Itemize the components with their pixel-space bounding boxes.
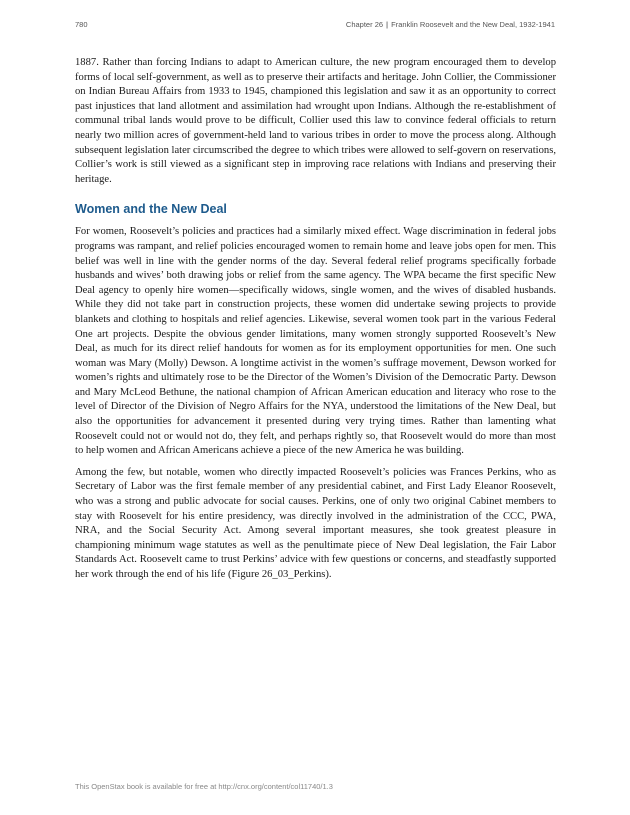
intro-paragraph: 1887. Rather than forcing Indians to adapt to American culture, the new program encouraged them to develop forms of local self-government, as well as to preserve their artifacts and heritage. John Collier, the Commissioner on Indian Bureau Affairs from 1933 to 1945, championed this legislation and saw it as an opportunity to correct past injustices that land allotment and assimilation had wrought upon Indians. Although the re-establishment of communal tribal lands would prove to be difficult, Collier used this law to convince federal officials to return nearly two million acres of government-held land to various tribes in order to move the process along. Although subsequent legislation later circumscribed the degree to which tribes were allowed to self-govern on reservations, Collier’s work is still viewed as a significant step in improving race relations with Indians and preserving their heritage. <box>75 57 556 185</box>
section-heading: Women and the New Deal <box>75 202 227 217</box>
chapter-title: Franklin Roosevelt and the New Deal, 1932-1941 <box>391 20 555 29</box>
paragraph-perkins: Among the few, but notable, women who directly impacted Roosevelt’s policies was Frances Perkins, who as Secretary of Labor was the first female member of any presidential cabinet, and First Lady Eleanor Roosevelt, who was a strong and public advocate for social causes. Perkins, one of only two original Cabinet members to stay with Roosevelt for his entire presidency, was directly involved in the administration of the CCC, PWA, NRA, and the Social Security Act. Among several important measures, she took greatest pleasure in championing minimum wage statutes as well as the penultimate piece of New Deal legislation, the Fair Labor Standards Act. Roosevelt came to trust Perkins’ advice with few questions or concerns, and steadfastly supported her work through the end of his life (Figure 26_03_Perkins). <box>75 466 556 580</box>
header-separator: | <box>386 20 389 29</box>
page-number: 780 <box>75 20 88 29</box>
paragraph-women-policies: For women, Roosevelt’s policies and practices had a similarly mixed effect. Wage discrimination in federal jobs programs was rampant, and relief policies encouraged women to remain home and leave jobs open for men. This belief was well in line with the gender norms of the day. Several federal relief programs specifically forbade husbands and wives’ both drawing jobs or relief from the same agency. The WPA became the first specific New Deal agency to openly hire women—specifically widows, single women, and the wives of disabled husbands. While they did not take part in construction projects, these women did undertake sewing projects to provide blankets and clothing to hospitals and relief agencies. Likewise, several women took part in the various Federal One art projects. Despite the obvious gender limitations, many women strongly supported Roosevelt’s New Deal, as much for its direct relief handouts for women as for its employment opportunities for men. One such woman was Mary (Molly) Dewson. A longtime activist in the women’s suffrage movement, Dewson worked for women’s rights and ultimately rose to be the Director of the Women’s Division of the Democratic Party. Dewson and Mary McLeod Bethune, the national champion of African American education and literacy who rose to the level of Director of the Division of Negro Affairs for the NYA, understood the limitations of the New Deal, but also the opportunities for advancement it presented during very trying times. Rather than lamenting what Roosevelt could not or would not do, they felt, and perhaps rightly so, that Roosevelt would do more than most to help women and African Americans achieve a piece of the new America he was building. <box>75 226 556 457</box>
page-content <box>75 56 556 590</box>
running-header <box>346 20 555 29</box>
chapter-label: Chapter 26 <box>345 20 384 29</box>
footer-notice: This OpenStax book is available for free at http://cnx.org/content/col11740/1.3 <box>75 782 333 791</box>
